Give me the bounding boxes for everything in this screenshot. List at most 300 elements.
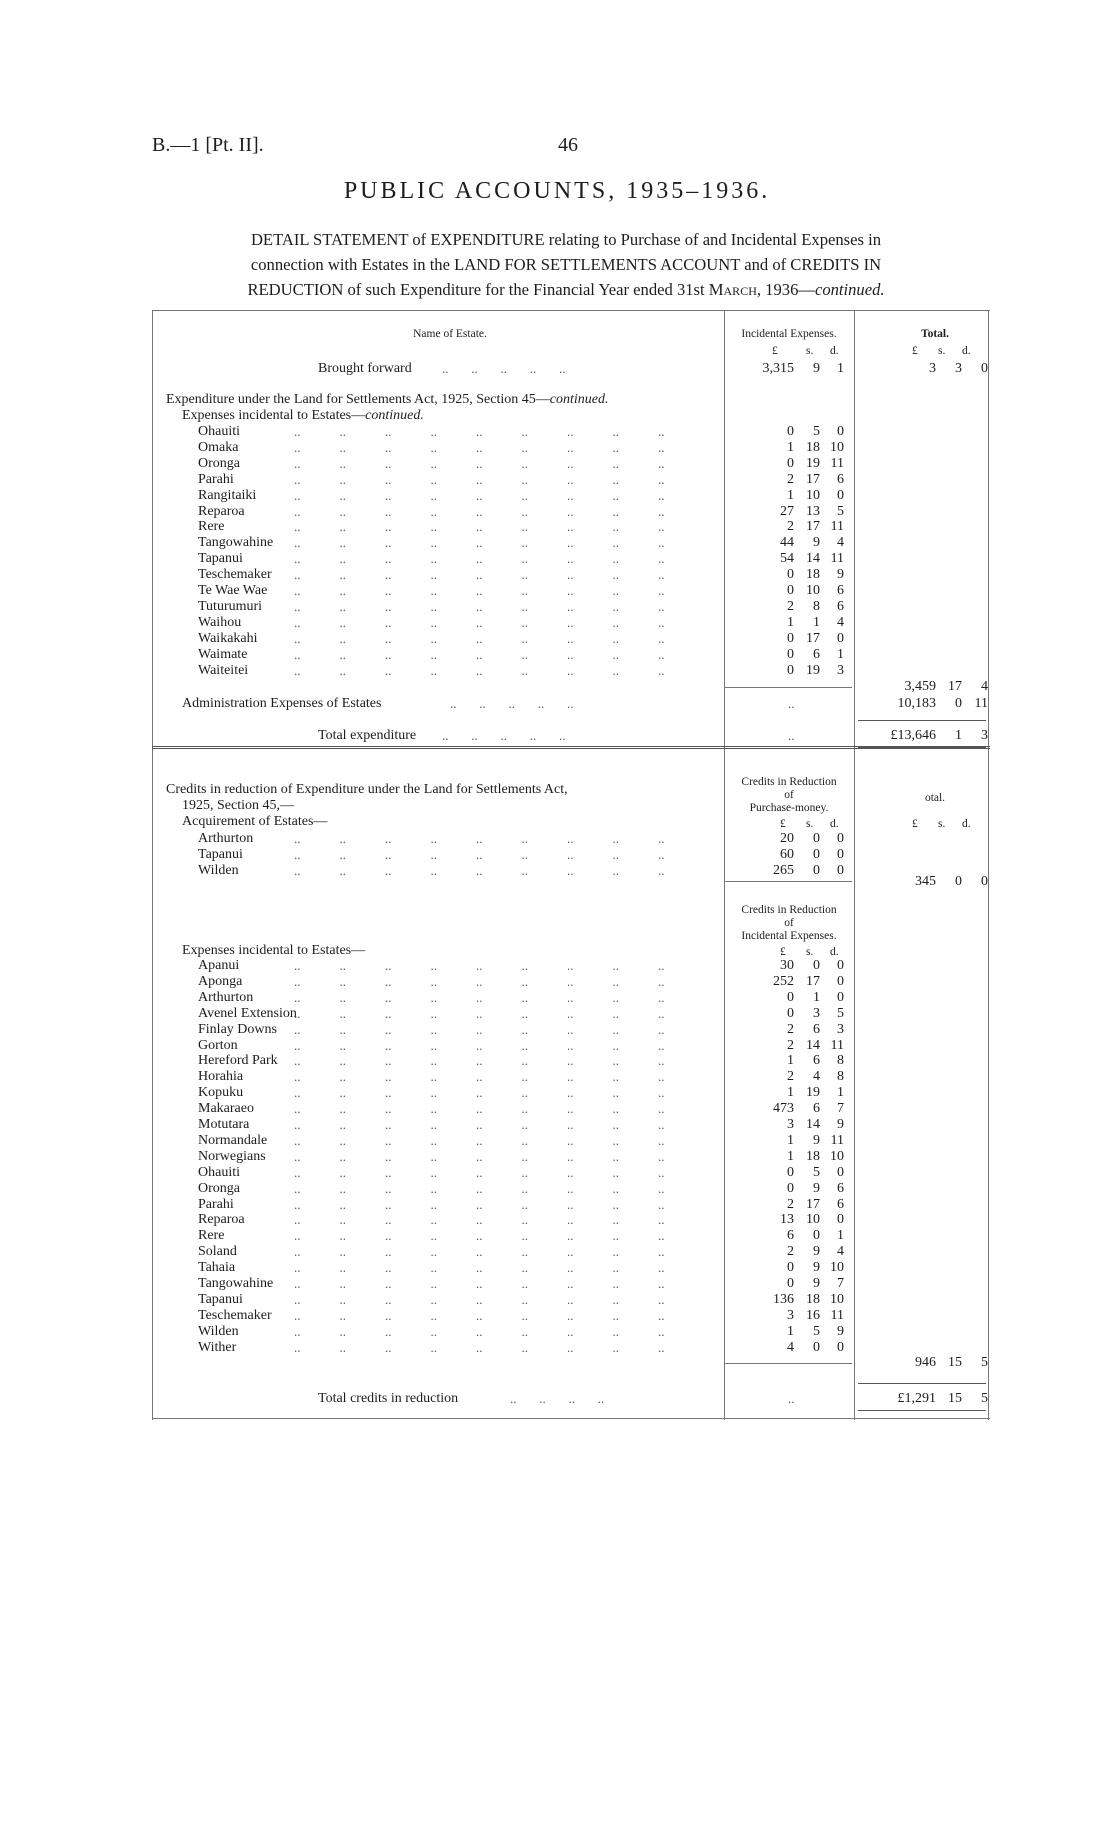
amount-pence: 6 [837,471,844,487]
page-number: 46 [558,134,578,156]
leader-dots: .. .. .. .. .. .. .. .. .. [294,471,665,487]
expenditure-heading [166,392,608,408]
amount-pence: 6 [837,583,844,598]
amount-pounds: 3 [787,1117,794,1132]
amount-pence: 0 [981,361,988,376]
administration-label: Administration Expenses of Estates [182,696,382,711]
incidental-credit-row [152,1149,990,1165]
amount-pence: 5 [837,1005,844,1021]
total-credits-row [152,1391,990,1407]
amount-pence: 0 [837,958,844,973]
amount-pence: 0 [981,874,988,889]
incidental-pence-unit: d. [830,345,839,357]
amount-pounds: 2 [787,471,794,487]
estate-name: Arthurton [198,989,254,1005]
estate-name: Horahia [198,1069,244,1085]
purchase-total-row [152,874,990,890]
incidental-pounds-unit: £ [772,345,778,357]
amount-pounds: 1 [787,439,794,455]
amount-pounds: 13 [780,1212,794,1228]
administration-row [152,696,990,712]
estate-name: Parahi [198,471,234,487]
amount-pence: 9 [837,1323,844,1339]
incidental-credit-row [152,1117,990,1133]
leader-dots: .. .. .. .. .. .. .. .. .. [294,1180,665,1196]
leader-dots: .. .. .. .. .. .. .. .. .. [294,1307,665,1323]
amount-shillings: 15 [948,1391,962,1406]
incidental-credit-pence-unit: d. [830,946,839,958]
amount-pence: 11 [830,1132,844,1148]
leader-dots: .. .. .. .. .. .. .. .. .. [294,862,665,878]
leader-dots: .. .. .. .. .. [442,361,566,376]
estate-name: Wither [198,1339,237,1355]
amount-shillings: 18 [806,567,820,583]
expenditure-row [152,519,990,535]
amount-shillings: 18 [806,1148,820,1164]
amount-pounds: 2 [787,1021,794,1037]
amount-pounds: 44 [780,535,794,551]
expenditure-row [152,583,990,599]
amount-pounds: 0 [787,1180,794,1196]
estate-name: Wilden [198,1323,239,1339]
estate-name: Tapanui [198,1291,243,1307]
amount-shillings: 10 [806,1212,820,1228]
incidental-credit-row [152,1006,990,1022]
subtitle-month: March [708,280,757,299]
amount-shillings: 10 [806,487,820,503]
acquirement-heading: Acquirement of Estates— [182,814,328,829]
amount-shillings: 9 [813,1132,820,1148]
amount-pounds: 2 [787,1196,794,1212]
amount-pence: 3 [837,662,844,678]
estate-name: Gorton [198,1037,238,1053]
amount-pence: 8 [837,1053,844,1069]
estate-name: Tangowahine [198,1276,274,1291]
amount-pence: 10 [830,1148,844,1164]
amount-pence: 0 [837,1212,844,1228]
purchase-credits-header-line: Credits in Reduction [741,776,837,788]
estate-name: Tuturumuri [198,598,263,614]
amount-pounds: 0 [787,1260,794,1276]
estate-name: Ohauiti [198,1164,240,1180]
expenditure-row [152,599,990,615]
estate-name: Waihou [198,614,242,630]
amount-pounds: 136 [773,1291,794,1307]
amount-pence: 1 [837,646,844,662]
leader-dots: .. .. .. .. .. .. .. .. .. [294,1101,665,1117]
credits-heading: Credits in reduction of Expenditure under the Land for Settlements Act, [166,782,568,797]
leader-dots: .. .. .. .. .. .. .. .. .. [294,614,665,630]
amount-shillings: 19 [806,455,820,471]
amount-pence: 0 [837,973,844,989]
amount-pence: 1 [837,1085,844,1101]
leader-dots: .. .. .. .. .. .. .. .. .. [294,551,665,567]
estate-name: Avenel Extension [198,1005,297,1021]
estate-name: Rere [198,1228,225,1244]
purchase-shillings-unit: s. [806,818,814,830]
amount-shillings: 17 [806,1196,820,1212]
expenditure-row [152,567,990,583]
leader-dots: .. .. .. .. .. .. .. .. .. [294,1244,665,1260]
estate-name: Tapanui [198,846,243,862]
amount-pounds: 1 [787,1323,794,1339]
incidental-heading-text: Expenses incidental to Estates— [182,408,366,423]
amount-shillings: 9 [813,1276,820,1291]
estate-name: Teschemaker [198,1307,272,1323]
credits-shillings-unit: s. [938,818,946,830]
credits-pounds-unit: £ [912,818,918,830]
incidental-credit-row [152,1165,990,1181]
amount-pounds: 2 [787,598,794,614]
estate-name: Teschemaker [198,567,272,583]
amount-pounds: 4 [787,1339,794,1355]
amount-shillings: 17 [806,471,820,487]
estate-name: Ohauiti [198,424,240,439]
amount-shillings: 13 [806,503,820,519]
document-reference: B.—1 [Pt. II]. [152,134,264,156]
estate-name: Reparoa [198,503,245,519]
amount-shillings: 17 [806,973,820,989]
amount-pounds: 3 [929,361,936,376]
estate-name: Waiteitei [198,662,249,678]
leader-dots: .. .. .. .. .. .. .. .. .. [294,455,665,471]
amount-pounds: £1,291 [897,1391,936,1406]
leader-dots: .. .. .. .. .. .. .. .. .. [294,487,665,503]
incidental-credit-row [152,1101,990,1117]
amount-pounds: £13,646 [890,728,936,743]
total-credits-label: Total credits in reduction [318,1391,459,1406]
amount-pence: 11 [974,696,988,711]
estate-name: Motutara [198,1117,250,1132]
incidental-credit-row [152,1053,990,1069]
amount-pence: 0 [837,1164,844,1180]
amount-pounds: 30 [780,958,794,973]
amount-shillings: 9 [813,1244,820,1260]
amount-pounds: 0 [787,455,794,471]
amount-shillings: 1 [813,614,820,630]
incidental-credit-row [152,958,990,974]
amount-pounds: 0 [787,1005,794,1021]
estate-name: Soland [198,1244,237,1260]
amount-pounds: 0 [787,646,794,662]
estate-name: Waimate [198,646,248,662]
amount-pounds: 1 [787,1085,794,1101]
leader-dots: .. .. .. .. .. .. .. .. .. [294,1069,665,1085]
amount-pence: 9 [837,567,844,583]
amount-pounds: 2 [787,1244,794,1260]
expenditure-row [152,424,990,440]
amount-pence: 1 [837,361,844,376]
amount-shillings: 15 [948,1355,962,1370]
estate-name: Finlay Downs [198,1021,277,1037]
leader-dots: .. .. .. .. .. .. .. .. .. [294,973,665,989]
expenditure-row [152,488,990,504]
expenditure-row [152,631,990,647]
expenditure-row [152,504,990,520]
total-shillings-unit: s. [938,345,946,357]
amount-shillings: 1 [813,989,820,1005]
purchase-credit-row [152,847,990,863]
amount-pounds: 345 [915,874,936,889]
incidental-credits-header-line: Credits in Reduction [741,904,837,916]
incidental-credit-pounds-unit: £ [780,946,786,958]
amount-pence: 8 [837,1069,844,1085]
incidental-credit-row [152,1244,990,1260]
amount-pounds: 2 [787,519,794,535]
leader-dots: .. .. .. .. .. .. .. .. .. [294,831,665,846]
leader-dots: .. .. .. .. .. .. .. .. .. [294,846,665,862]
amount-pounds: 0 [787,1164,794,1180]
incidental-credits-total-row [152,1355,990,1371]
incidental-credits-header-line: Incidental Expenses. [741,930,837,942]
estate-name: Hereford Park [198,1053,278,1069]
amount-pounds: 60 [780,846,794,862]
empty-dash: .. [788,696,795,711]
amount-pounds: 1 [787,614,794,630]
credits-total-header: otal. [924,792,946,804]
incidental-credit-shillings-unit: s. [806,946,814,958]
estate-name: Arthurton [198,831,254,846]
amount-shillings: 0 [955,874,962,889]
estate-name: Tapanui [198,551,243,567]
estate-name: Tahaia [198,1260,236,1276]
leader-dots: .. .. .. .. .. .. .. .. .. [294,1021,665,1037]
estate-name: Makaraeo [198,1101,254,1117]
amount-pence: 5 [981,1391,988,1406]
leader-dots: .. .. .. .. .. [442,728,566,743]
amount-pence: 6 [837,1196,844,1212]
amount-shillings: 9 [813,1260,820,1276]
leader-dots: .. .. .. .. .. .. .. .. .. [294,646,665,662]
amount-pounds: 20 [780,831,794,846]
amount-shillings: 6 [813,1101,820,1117]
amount-pounds: 946 [915,1355,936,1370]
amount-shillings: 6 [813,646,820,662]
incidental-credit-row [152,1181,990,1197]
amount-pence: 0 [837,424,844,439]
expenditure-row [152,551,990,567]
amount-shillings: 10 [806,583,820,598]
amount-pounds: 265 [773,862,794,878]
amount-shillings: 16 [806,1307,820,1323]
estate-name: Oronga [198,1180,240,1196]
table-bottom-rule [152,1418,990,1419]
leader-dots: .. .. .. .. .. .. .. .. .. [294,958,665,973]
incidental-credit-row [152,1260,990,1276]
empty-dash: .. [788,1391,795,1406]
incidental-heading [182,408,424,424]
estate-name: Normandale [198,1132,268,1148]
amount-pence: 3 [837,1021,844,1037]
leader-dots: .. .. .. .. .. .. .. .. .. [294,1037,665,1053]
total-pence-unit: d. [962,345,971,357]
amount-pence: 0 [837,831,844,846]
subtitle-year: , 1936— [756,280,815,299]
incidental-heading-continued: continued. [365,408,424,423]
amount-pounds: 3 [787,1307,794,1323]
leader-dots: .. .. .. .. .. .. .. .. .. [294,598,665,614]
amount-pence: 5 [837,503,844,519]
total-pounds-unit: £ [912,345,918,357]
amount-pence: 7 [837,1276,844,1291]
leader-dots: .. .. .. .. .. .. .. .. .. [294,1323,665,1339]
expenditure-heading-continued: continued. [549,392,609,407]
name-column-header: Name of Estate. [413,328,487,340]
amount-pounds: 252 [773,973,794,989]
expenditure-heading-text: Expenditure under the Land for Settlements Act, 1925, Section 45— [166,392,550,407]
purchase-credits-header [724,776,854,815]
amount-shillings: 5 [813,424,820,439]
total-expenditure-label: Total expenditure [318,728,417,743]
expenditure-row [152,440,990,456]
leader-dots: .. .. .. .. .. [450,696,574,711]
expenditure-row [152,647,990,663]
purchase-credits-header-line: Purchase-money. [749,802,829,814]
purchase-credit-row [152,831,990,847]
leader-dots: .. .. .. .. [510,1391,605,1406]
amount-pence: 7 [837,1101,844,1117]
amount-pounds: 6 [787,1228,794,1244]
amount-shillings: 19 [806,1085,820,1101]
amount-pence: 11 [830,551,844,567]
leader-dots: .. .. .. .. .. .. .. .. .. [294,1053,665,1069]
amount-shillings: 14 [806,1117,820,1132]
leader-dots: .. .. .. .. .. .. .. .. .. [294,1260,665,1276]
leader-dots: .. .. .. .. .. .. .. .. .. [294,519,665,535]
leader-dots: .. .. .. .. .. .. .. .. .. [294,1005,665,1021]
expenditure-row [152,472,990,488]
leader-dots: .. .. .. .. .. .. .. .. .. [294,1339,665,1355]
incidental-credit-row [152,1038,990,1054]
amount-pounds: 54 [780,551,794,567]
purchase-credits-header-line: of [784,789,794,801]
leader-dots: .. .. .. .. .. .. .. .. .. [294,1132,665,1148]
leader-dots: .. .. .. .. .. .. .. .. .. [294,1164,665,1180]
amount-pounds: 10,183 [897,696,936,711]
amount-shillings: 0 [813,846,820,862]
incidental-credit-row [152,1276,990,1292]
amount-pounds: 0 [787,583,794,598]
amount-shillings: 6 [813,1021,820,1037]
amount-pence: 0 [837,846,844,862]
leader-dots: .. .. .. .. .. .. .. .. .. [294,1276,665,1291]
amount-shillings: 9 [813,1180,820,1196]
leader-dots: .. .. .. .. .. .. .. .. .. [294,1148,665,1164]
incidental-credit-row [152,1324,990,1340]
amount-pence: 5 [981,1355,988,1370]
amount-shillings: 0 [813,1339,820,1355]
amount-pounds: 3,315 [762,361,794,376]
amount-shillings: 1 [955,728,962,743]
incidental-credit-row [152,1340,990,1356]
estate-name: Omaka [198,439,239,455]
leader-dots: .. .. .. .. .. .. .. .. .. [294,1212,665,1228]
amount-pence: 0 [837,630,844,646]
amount-pounds: 1 [787,1053,794,1069]
credits-pence-unit: d. [962,818,971,830]
expenditure-row [152,456,990,472]
amount-pence: 3 [981,728,988,743]
amount-shillings: 18 [806,439,820,455]
amount-shillings: 8 [813,598,820,614]
amount-pounds: 1 [787,487,794,503]
brought-forward-label: Brought forward [318,361,412,376]
amount-pounds: 0 [787,662,794,678]
amount-shillings: 0 [955,696,962,711]
amount-pounds: 27 [780,503,794,519]
amount-pounds: 0 [787,424,794,439]
amount-pence: 4 [981,679,988,694]
amount-shillings: 14 [806,551,820,567]
incidental-credit-row [152,974,990,990]
leader-dots: .. .. .. .. .. .. .. .. .. [294,439,665,455]
amount-pence: 6 [837,598,844,614]
amount-pounds: 473 [773,1101,794,1117]
amount-pence: 11 [830,1037,844,1053]
estate-name: Kopuku [198,1085,244,1101]
estate-name: Te Wae Wae [198,583,268,598]
incidental-credit-row [152,1133,990,1149]
amount-shillings: 18 [806,1291,820,1307]
table-top-rule [152,310,990,311]
subtitle-line-2: connection with Estates in the LAND FOR SETTLEMENTS ACCOUNT and of CREDITS IN [250,255,882,274]
amount-pence: 11 [830,1307,844,1323]
amount-shillings: 5 [813,1164,820,1180]
amount-shillings: 4 [813,1069,820,1085]
amount-pounds: 0 [787,1276,794,1291]
amount-shillings: 5 [813,1323,820,1339]
amount-shillings: 19 [806,662,820,678]
leader-dots: .. .. .. .. .. .. .. .. .. [294,989,665,1005]
amount-pence: 6 [837,1180,844,1196]
amount-shillings: 17 [806,630,820,646]
incidental-credit-row [152,1197,990,1213]
amount-pence: 1 [837,1228,844,1244]
amount-pounds: 0 [787,567,794,583]
total-column-header: Total. [920,328,949,340]
amount-pence: 4 [837,1244,844,1260]
incidental-column-header: Incidental Expenses. [741,328,837,340]
leader-dots: .. .. .. .. .. .. .. .. .. [294,503,665,519]
amount-shillings: 17 [948,679,962,694]
incidental-credits-header-line: of [784,917,794,929]
leader-dots: .. .. .. .. .. .. .. .. .. [294,630,665,646]
subtitle-continued: continued. [814,280,885,299]
amount-shillings: 17 [806,519,820,535]
expenses-incidental-heading: Expenses incidental to Estates— [182,943,366,958]
amount-pounds: 0 [787,630,794,646]
estate-name: Parahi [198,1196,234,1212]
amount-shillings: 0 [813,862,820,878]
estate-name: Rere [198,519,225,535]
incidental-credit-row [152,990,990,1006]
leader-dots: .. .. .. .. .. .. .. .. .. [294,567,665,583]
purchase-pence-unit: d. [830,818,839,830]
incidental-shillings-unit: s. [806,345,814,357]
estate-name: Wilden [198,862,239,878]
leader-dots: .. .. .. .. .. .. .. .. .. [294,662,665,678]
expenditure-row [152,615,990,631]
amount-shillings: 0 [813,831,820,846]
amount-shillings: 3 [955,361,962,376]
expenditure-row [152,663,990,679]
amount-shillings: 0 [813,1228,820,1244]
incidental-credit-row [152,1212,990,1228]
total-expenditure-row [152,728,990,744]
amount-pence: 10 [830,1291,844,1307]
amount-pounds: 1 [787,1132,794,1148]
incidental-credit-row [152,1069,990,1085]
